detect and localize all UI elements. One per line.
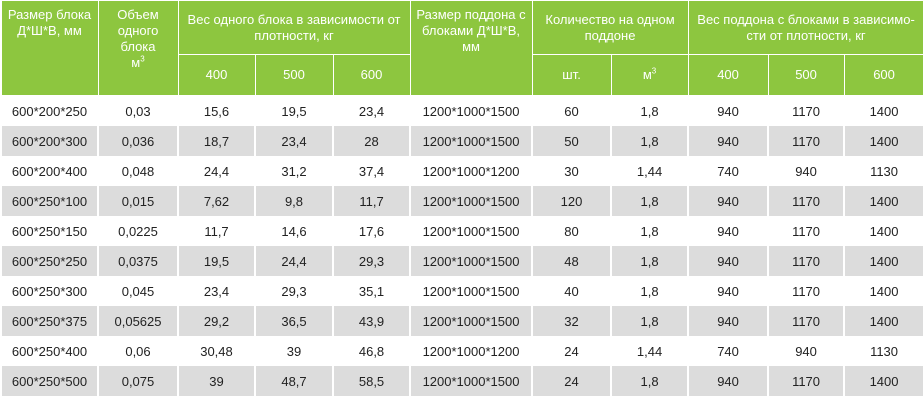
cell-block-volume: 0,048 <box>98 156 178 186</box>
cell-weight-600: 17,6 <box>333 216 410 246</box>
header-qty-m3-unit: м <box>642 67 652 82</box>
cell-pallet-weight-500: 1170 <box>768 186 844 216</box>
cell-pallet-size: 1200*1000*1500 <box>410 306 532 336</box>
cell-pallet-weight-600: 1400 <box>844 306 923 336</box>
cell-pallet-size: 1200*1000*1200 <box>410 156 532 186</box>
cell-pallet-weight-500: 1170 <box>768 216 844 246</box>
cell-block-size: 600*250*150 <box>1 216 98 246</box>
header-density-500: 500 <box>255 55 333 96</box>
cell-block-volume: 0,036 <box>98 126 178 156</box>
cell-pallet-weight-500: 940 <box>768 156 844 186</box>
cell-qty-m3: 1,8 <box>611 246 688 276</box>
cell-weight-600: 28 <box>333 126 410 156</box>
cell-weight-400: 11,7 <box>178 216 255 246</box>
cell-block-volume: 0,05625 <box>98 306 178 336</box>
cell-pallet-weight-600: 1400 <box>844 126 923 156</box>
cell-qty-pcs: 40 <box>532 276 611 306</box>
cell-pallet-weight-400: 740 <box>688 156 768 186</box>
cell-pallet-weight-400: 940 <box>688 126 768 156</box>
cell-pallet-weight-400: 940 <box>688 186 768 216</box>
cell-weight-400: 15,6 <box>178 96 255 127</box>
cell-block-size: 600*250*400 <box>1 336 98 366</box>
cell-block-size: 600*250*100 <box>1 186 98 216</box>
cell-qty-m3: 1,44 <box>611 336 688 366</box>
cell-pallet-weight-400: 940 <box>688 276 768 306</box>
cell-pallet-size: 1200*1000*1500 <box>410 276 532 306</box>
cell-weight-400: 19,5 <box>178 246 255 276</box>
cell-pallet-weight-600: 1400 <box>844 276 923 306</box>
cell-qty-m3: 1,8 <box>611 96 688 127</box>
cell-weight-500: 24,4 <box>255 246 333 276</box>
cell-pallet-size: 1200*1000*1500 <box>410 96 532 127</box>
cell-pallet-size: 1200*1000*1500 <box>410 366 532 396</box>
table-row <box>1 216 923 246</box>
cell-pallet-weight-500: 1170 <box>768 366 844 396</box>
cell-weight-400: 30,48 <box>178 336 255 366</box>
cell-pallet-weight-600: 1130 <box>844 156 923 186</box>
header-density-600: 600 <box>333 55 410 96</box>
header-block-volume-unit: м <box>131 55 141 70</box>
cell-qty-pcs: 24 <box>532 336 611 366</box>
cell-weight-600: 46,8 <box>333 336 410 366</box>
cell-weight-500: 29,3 <box>255 276 333 306</box>
cell-pallet-weight-500: 1170 <box>768 276 844 306</box>
header-density-400: 400 <box>178 55 255 96</box>
header-pallet-size: Размер поддона с блоками Д*Ш*В, мм <box>410 1 532 96</box>
cell-pallet-weight-600: 1400 <box>844 246 923 276</box>
cell-pallet-weight-600: 1400 <box>844 366 923 396</box>
table-row <box>1 126 923 156</box>
header-block-volume-label: Объем одного блока <box>117 7 159 54</box>
table-row <box>1 336 923 366</box>
cell-weight-400: 29,2 <box>178 306 255 336</box>
header-pallet-density-500: 500 <box>768 55 844 96</box>
cell-weight-500: 19,5 <box>255 96 333 127</box>
cell-weight-400: 24,4 <box>178 156 255 186</box>
table-row <box>1 276 923 306</box>
cell-block-volume: 0,075 <box>98 366 178 396</box>
header-qty-pcs: шт. <box>532 55 611 96</box>
cell-qty-m3: 1,8 <box>611 366 688 396</box>
cell-block-volume: 0,0225 <box>98 216 178 246</box>
cell-pallet-weight-400: 940 <box>688 96 768 127</box>
cell-pallet-size: 1200*1000*1500 <box>410 186 532 216</box>
header-block-volume <box>98 1 178 96</box>
table-row <box>1 186 923 216</box>
cell-pallet-weight-600: 1400 <box>844 186 923 216</box>
cell-weight-600: 35,1 <box>333 276 410 306</box>
cell-block-volume: 0,045 <box>98 276 178 306</box>
cell-block-size: 600*200*300 <box>1 126 98 156</box>
cell-pallet-weight-400: 940 <box>688 366 768 396</box>
cell-pallet-size: 1200*1000*1500 <box>410 246 532 276</box>
cell-qty-pcs: 30 <box>532 156 611 186</box>
cell-weight-400: 39 <box>178 366 255 396</box>
cell-pallet-weight-400: 940 <box>688 246 768 276</box>
cell-pallet-weight-500: 1170 <box>768 126 844 156</box>
cell-weight-500: 31,2 <box>255 156 333 186</box>
cell-pallet-weight-400: 940 <box>688 216 768 246</box>
cell-weight-600: 58,5 <box>333 366 410 396</box>
cell-pallet-weight-500: 940 <box>768 336 844 366</box>
cell-block-size: 600*250*250 <box>1 246 98 276</box>
cell-block-size: 600*200*250 <box>1 96 98 127</box>
cell-pallet-size: 1200*1000*1200 <box>410 336 532 366</box>
cell-pallet-size: 1200*1000*1500 <box>410 216 532 246</box>
header-qty-m3 <box>611 55 688 96</box>
cell-weight-400: 23,4 <box>178 276 255 306</box>
cell-weight-500: 14,6 <box>255 216 333 246</box>
cell-block-volume: 0,06 <box>98 336 178 366</box>
cell-weight-500: 36,5 <box>255 306 333 336</box>
header-pallet-weight: Вес поддона с блоками в зависимости от плотности, кг <box>688 1 923 55</box>
cell-weight-600: 43,9 <box>333 306 410 336</box>
cell-pallet-weight-400: 940 <box>688 306 768 336</box>
table-row <box>1 366 923 396</box>
table-row <box>1 156 923 186</box>
header-block-volume-unit-sup: 3 <box>140 54 145 64</box>
cell-qty-m3: 1,8 <box>611 216 688 246</box>
cell-weight-600: 37,4 <box>333 156 410 186</box>
table-row <box>1 246 923 276</box>
header-pallet-density-400: 400 <box>688 55 768 96</box>
cell-qty-pcs: 80 <box>532 216 611 246</box>
cell-qty-m3: 1,44 <box>611 156 688 186</box>
cell-weight-600: 11,7 <box>333 186 410 216</box>
header-row-1 <box>1 1 923 55</box>
table-body <box>1 96 923 397</box>
cell-qty-m3: 1,8 <box>611 126 688 156</box>
cell-weight-400: 18,7 <box>178 126 255 156</box>
cell-qty-m3: 1,8 <box>611 306 688 336</box>
cell-block-size: 600*200*400 <box>1 156 98 186</box>
cell-weight-600: 23,4 <box>333 96 410 127</box>
cell-block-size: 600*250*300 <box>1 276 98 306</box>
cell-qty-pcs: 48 <box>532 246 611 276</box>
header-pallet-density-600: 600 <box>844 55 923 96</box>
cell-pallet-weight-500: 1170 <box>768 246 844 276</box>
cell-qty-m3: 1,8 <box>611 276 688 306</box>
cell-weight-600: 29,3 <box>333 246 410 276</box>
cell-qty-pcs: 32 <box>532 306 611 336</box>
cell-pallet-weight-600: 1130 <box>844 336 923 366</box>
cell-weight-400: 7,62 <box>178 186 255 216</box>
cell-qty-pcs: 120 <box>532 186 611 216</box>
cell-qty-pcs: 60 <box>532 96 611 127</box>
header-qty-m3-sup: 3 <box>651 66 657 76</box>
header-block-size: Размер блока Д*Ш*В, мм <box>1 1 98 96</box>
header-qty-on-pallet: Количество на одном поддоне <box>532 1 688 55</box>
cell-qty-m3: 1,8 <box>611 186 688 216</box>
cell-block-volume: 0,03 <box>98 96 178 127</box>
cell-weight-500: 23,4 <box>255 126 333 156</box>
cell-qty-pcs: 50 <box>532 126 611 156</box>
cell-block-size: 600*250*375 <box>1 306 98 336</box>
header-block-weight: Вес одного блока в зависимости от плотности, кг <box>178 1 410 55</box>
cell-pallet-weight-500: 1170 <box>768 306 844 336</box>
cell-block-size: 600*250*500 <box>1 366 98 396</box>
cell-pallet-weight-500: 1170 <box>768 96 844 127</box>
cell-qty-pcs: 24 <box>532 366 611 396</box>
cell-weight-500: 39 <box>255 336 333 366</box>
table-row <box>1 306 923 336</box>
cell-pallet-weight-600: 1400 <box>844 96 923 127</box>
cell-block-volume: 0,015 <box>98 186 178 216</box>
cell-pallet-size: 1200*1000*1500 <box>410 126 532 156</box>
cell-weight-500: 9,8 <box>255 186 333 216</box>
cell-pallet-weight-600: 1400 <box>844 216 923 246</box>
table-row <box>1 96 923 127</box>
cell-weight-500: 48,7 <box>255 366 333 396</box>
cell-pallet-weight-400: 740 <box>688 336 768 366</box>
cell-block-volume: 0,0375 <box>98 246 178 276</box>
